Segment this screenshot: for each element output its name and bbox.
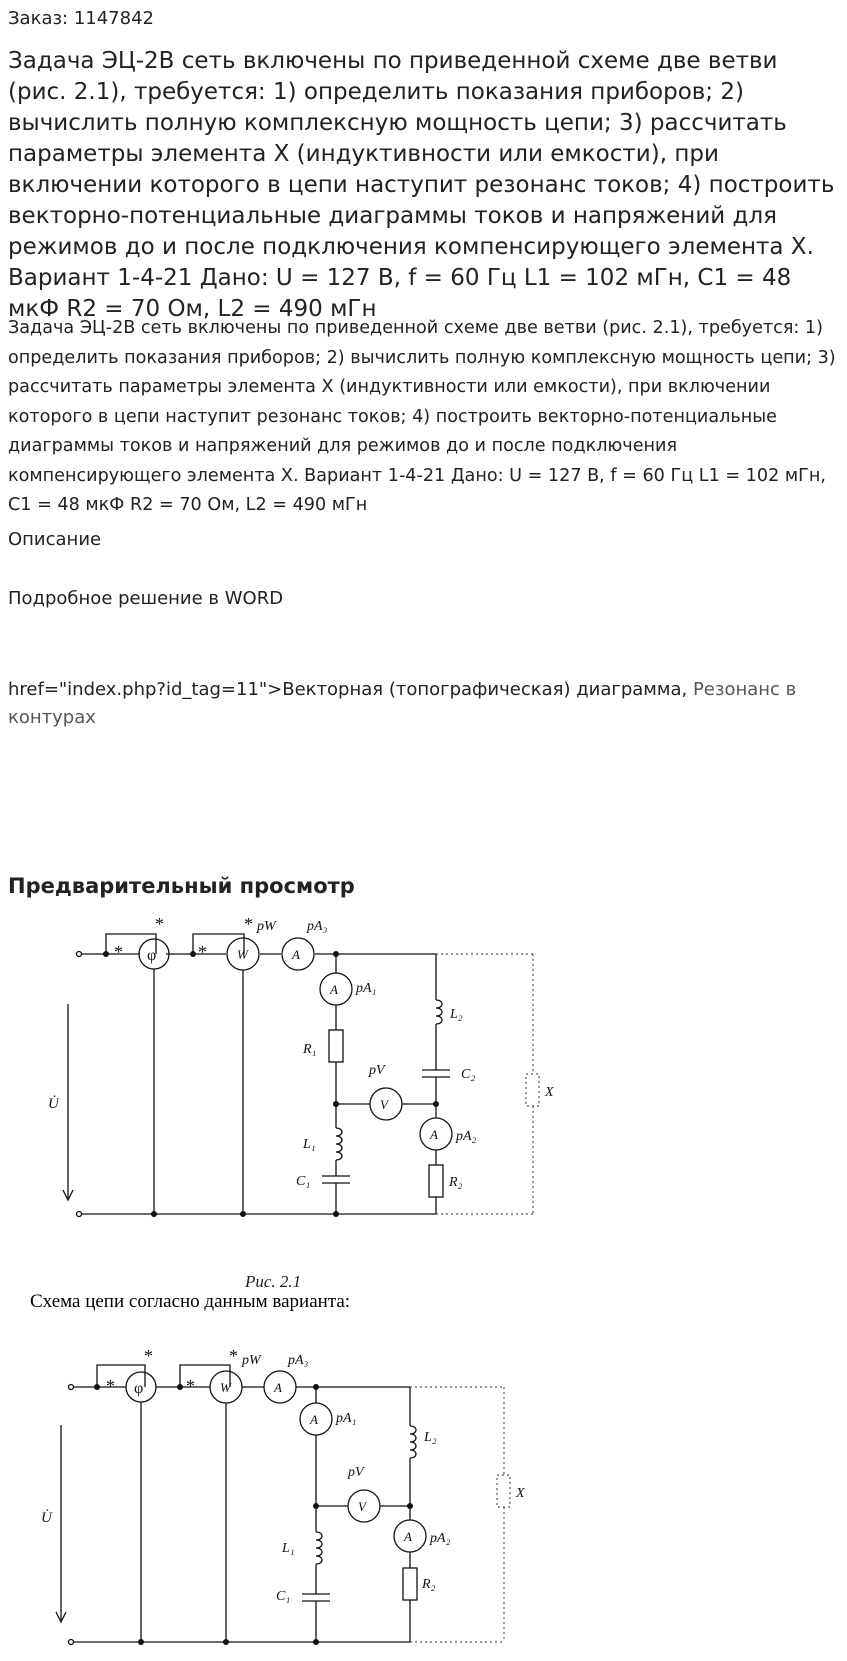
x-label: X bbox=[545, 1085, 554, 1100]
wattmeter-symbol: W bbox=[237, 947, 248, 962]
pa1-label: pA₁ bbox=[356, 981, 377, 996]
star-mark: * bbox=[198, 942, 207, 962]
r1-label: R₁ bbox=[303, 1042, 317, 1057]
l1-label: L₁ bbox=[303, 1137, 316, 1152]
r2-label: R₂ bbox=[422, 1577, 436, 1592]
star-mark: * bbox=[155, 914, 164, 934]
ammeter-a2-symbol: A bbox=[404, 1529, 412, 1544]
circuit-diagram-1 bbox=[0, 900, 600, 1220]
phase-meter-symbol: φ bbox=[147, 947, 157, 964]
pa1-label: pA₁ bbox=[336, 1411, 357, 1426]
pv-label: pV bbox=[348, 1465, 364, 1480]
c2-label: C₂ bbox=[461, 1067, 476, 1082]
description-label: Описание bbox=[8, 529, 102, 550]
tags-line bbox=[8, 676, 838, 732]
pa2-label: pA₂ bbox=[456, 1129, 477, 1144]
star-mark: * bbox=[244, 914, 253, 934]
l1-label: L₁ bbox=[282, 1541, 295, 1556]
pa3-label: pA₃ bbox=[288, 1353, 309, 1368]
ammeter-a3-symbol: A bbox=[292, 947, 300, 962]
circuit-diagram-2 bbox=[0, 1330, 560, 1655]
l2-label: L₂ bbox=[424, 1430, 437, 1445]
ammeter-a3-symbol: A bbox=[274, 1380, 282, 1395]
solution-note: Подробное решение в WORD bbox=[8, 588, 284, 609]
ammeter-a1-symbol: A bbox=[330, 982, 338, 997]
x-label: X bbox=[516, 1486, 525, 1501]
star-mark: * bbox=[186, 1376, 195, 1396]
c1-label: C₁ bbox=[296, 1174, 311, 1189]
tag-link-resonance[interactable]: Резонанс в контурах bbox=[8, 679, 797, 728]
scheme-caption: Схема цепи согласно данным варианта: bbox=[30, 1291, 351, 1312]
tags-prefix: href="index.php?id_tag=11">Векторная (топографическая) диаграмма, bbox=[8, 679, 693, 700]
page-title: Задача ЭЦ-2В сеть включены по приведенной схеме две ветви (рис. 2.1), требуется: 1) определить показания приборов; 2) вычислить полную комплексную мощность цепи; 3) рассчитать параметры элемента X (индуктивности или емкости), при включении которого в цепи наступит резонанс токов; 4) построить векторно-потенциальные диаграммы токов и напряжений для режимов до и после подключения компенсирующего элемента X. Вариант 1-4-21 Дано: U = 127 В, f = 60 Гц L1 = 102 мГн, C1 = 48 мкФ R2 = 70 Ом, L2 = 490 мГн bbox=[8, 48, 835, 322]
star-mark: * bbox=[114, 942, 123, 962]
pv-label: pV bbox=[369, 1063, 385, 1078]
wattmeter-symbol: W bbox=[220, 1380, 231, 1395]
star-mark: * bbox=[144, 1346, 153, 1366]
order-number: Заказ: 1147842 bbox=[8, 8, 154, 29]
star-mark: * bbox=[106, 1376, 115, 1396]
pw-label: pW bbox=[242, 1353, 261, 1368]
r2-label: R₂ bbox=[449, 1175, 463, 1190]
ammeter-a1-symbol: A bbox=[310, 1412, 318, 1427]
voltage-label: U̇ bbox=[41, 1510, 52, 1526]
l2-label: L₂ bbox=[450, 1007, 463, 1022]
star-mark: * bbox=[229, 1346, 238, 1366]
ammeter-a2-symbol: A bbox=[430, 1127, 438, 1142]
pw-label: pW bbox=[257, 919, 276, 934]
c1-label: C₁ bbox=[276, 1589, 291, 1604]
phase-meter-symbol: φ bbox=[134, 1380, 144, 1397]
pa3-label: pA₃ bbox=[307, 919, 328, 934]
voltmeter-symbol: V bbox=[358, 1499, 366, 1514]
pa2-label: pA₂ bbox=[430, 1531, 451, 1546]
task-description: Задача ЭЦ-2В сеть включены по приведенной схеме две ветви (рис. 2.1), требуется: 1) определить показания приборов; 2) вычислить полную комплексную мощность цепи; 3) рассчитать параметры элемента X (индуктивности или емкости), при включении которого в цепи наступит резонанс токов; 4) построить векторно-потенциальные диаграммы токов и напряжений для режимов до и после подключения компенсирующего элемента X. Вариант 1-4-21 Дано: U = 127 В, f = 60 Гц L1 = 102 мГн, C1 = 48 мкФ R2 = 70 Ом, L2 = 490 мГн bbox=[8, 318, 836, 515]
preview-heading: Предварительный просмотр bbox=[8, 874, 355, 898]
voltage-label: U̇ bbox=[48, 1096, 59, 1112]
voltmeter-symbol: V bbox=[380, 1097, 388, 1112]
figure-caption: Рис. 2.1 bbox=[245, 1272, 302, 1291]
